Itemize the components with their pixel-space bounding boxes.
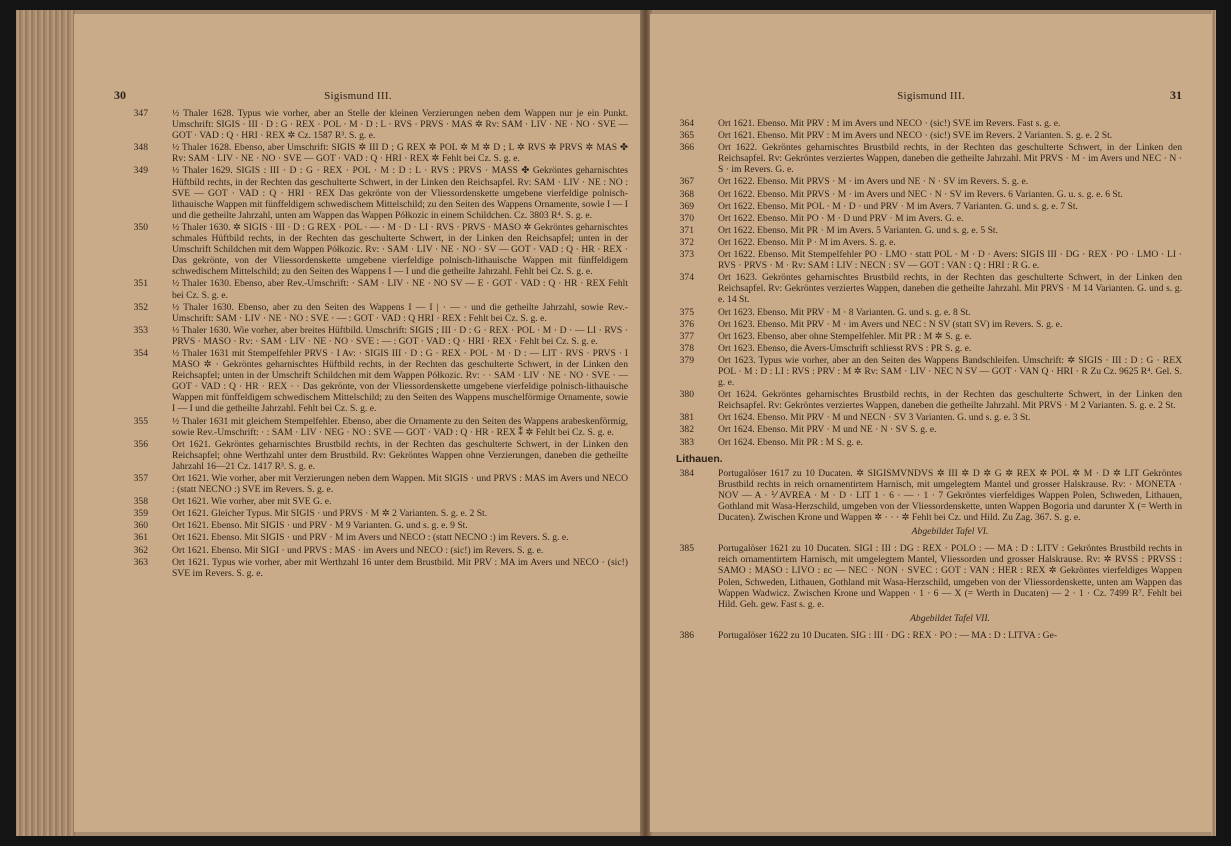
entry-number: 377 [679,330,694,342]
catalog-entry [674,343,1182,354]
catalog-entry [674,176,1182,187]
catalog-entry [128,439,628,472]
catalog-entry [674,355,1182,388]
entry-text: Portugalöser 1621 zu 10 Ducaten. SIGI : III : DG : REX · POLO : — MA : D : LITV : Gekröntes Brustbild rechts in reich ornamentirtem Harnisch, mit umgelegtem Mantel, Vliessorden und grosser Halskrause. Rv: ✲ RVSS : PRVSS : SAMO : MASO : LIVO : ᴇᴄ — NEC · NON · SVEC : GOT : VAN : HER : REX ✲ Gekröntes vierfeldiges Wappen Polen, Schweden, Lithauen, Gothland mit Wasa-Herzschild, umgeben von der Vliessordenskette, unten am Wappen das Wappen Wadwicz. Zwischen Krone und Wappen · 1 · 6 — X (= Werth in Ducaten) — 2 · 1 · Cz. 7499 R⁷. Fehlt bei Hild. Geh. gew. Fast s. g. e. [718,543,1182,610]
entry-number: 365 [679,130,694,142]
entry-number: 355 [133,415,148,427]
entry-text: Portugalöser 1622 zu 10 Ducaten. SIG : III · DG : REX · PO : — MA : D : LITVA : Ge- [718,629,1058,641]
right-page [650,14,1212,832]
illustration-note: Abgebildet Tafel VI. [911,526,989,538]
catalog-entry [674,468,1182,523]
entry-text: Ort 1623. Typus wie vorher, aber an den Seiten des Wappens Bandschleifen. Umschrift: ✲ SIGIS · III : D : G · REX POL · M : D : LI : RVS : PRV : M ✲ Rv: SAM · LIV · NEC N SV — GOT · VAN Q · HRI · R Zu Cz. 9625 R⁴. Gel. S. g. e. [718,354,1182,389]
entry-number: 373 [679,249,694,261]
entry-number: 348 [133,142,148,154]
entry-text: Ort 1621. Ebenso. Mit SIGIS · und PRV · M 9 Varianten. G. und s. g. e. 9 St. [172,520,468,532]
entry-number: 385 [679,543,694,555]
entry-number: 386 [679,629,694,641]
catalog-entry [674,118,1182,129]
entry-text: ½ Thaler 1628. Typus wie vorher, aber an Stelle der kleinen Verzierungen neben dem Wappen nur je ein Punkt. Umschrift: SIGIS · III · D : G · REX · POL · M · D : L · RVS · PRVS · MAS ✲ Rv: SAM · LIV · NE · NO · SVE — GOT · VAD : Q · HRI · REX ✲ Cz. 1587 R³. S. g. e. [172,108,628,142]
running-head-left: Sigismund III. [324,90,392,102]
entry-number: 356 [133,438,148,450]
catalog-entry [128,508,628,519]
catalog-entry [128,473,628,495]
entry-number: 361 [133,532,148,544]
entry-text: Ort 1623. Ebenso. Mit PRV · M · 8 Varianten. G. und s. g. e. 8 St. [718,306,971,318]
catalog-entry [128,348,628,415]
catalog-entry [674,307,1182,318]
catalog-entry [128,165,628,220]
entry-text: Ort 1621. Gekröntes geharnischtes Brustbild rechts, in der Rechten das geschulterte Schwert, in der Linken den Reichsapfel; ohne Werthzahl unter dem Brustbild. Rv: Gekröntes Wappen ohne Verzierungen, daneben die getheilte Jahrzahl 16—21 Cz. 1417 R³. S. g. e. [172,438,628,472]
catalog-entry [674,272,1182,305]
entry-text: Ort 1621. Wie vorher, aber mit Verzierungen neben dem Wappen. Mit SIGIS · und PRVS : MAS im Avers und NECO : (statt NECNO :) SVE im Revers. S. g. e. [172,473,628,496]
entry-text: ½ Thaler 1630. Wie vorher, aber breites Hüftbild. Umschrift: SIGIS ; III · D : G · REX · POL · M · D · — LI · RVS · PRVS · MASO · Rv: · SAM · LIV · NE · NO · SVE : — : GOT · VAD : Q · HRI · REX · Fehlt bei Cz. S. g. e. [172,324,628,347]
catalog-entry [128,496,628,507]
entry-text: ½ Thaler 1630. Ebenso, aber zu den Seiten des Wappens I — I | · — · und die getheilte Jahrzahl, sowie Rev.-Umschrift: SAM · LIV · NE · NO : SVE · — : GOT · VAD : Q HRI · REX : Fehlt bei Cz. S. g. e. [172,301,628,324]
entry-number: 371 [679,224,694,236]
entry-number: 369 [679,200,694,212]
entry-number: 376 [679,318,694,330]
entry-number: 358 [133,496,148,508]
entry-number: 350 [133,221,148,233]
catalog-entry [674,201,1182,212]
entry-text: Ort 1624. Ebenso. Mit PRV · M und NE · N · SV S. g. e. [718,424,937,436]
entry-number: 384 [679,467,694,479]
entry-number: 368 [679,188,694,200]
entry-text: Ort 1623. Gekröntes geharnischtes Brustbild rechts, in der Rechten das geschulterte Schwert, in der Linken den Reichsapfel. Rv: Gekröntes verziertes Wappen, daneben die getheilte Jahrzahl. Mit PRVS · M 14 Varianten. G. und s. g. e. 14 St. [718,272,1182,306]
catalog-entry [674,142,1182,175]
entry-text: Ort 1622. Ebenso. Mit P · M im Avers. S. g. e. [718,236,896,248]
entry-number: 349 [133,165,148,177]
catalog-entry [674,225,1182,236]
entry-text: ½ Thaler 1631 mit gleichem Stempelfehler. Ebenso, aber die Ornamente zu den Seiten des Wappens arabeskenförmig, sowie Rev.-Umschrift: · : SAM · LIV · NEG · NO : SVE — GOT · VAD : Q · HR · REX ⁑ ✲ Fehlt bei Cz. S. g. e. [172,415,628,438]
entry-text: Ort 1623. Ebenso. Mit PRV · M · im Avers und NEC : N SV (statt SV) im Revers. S. g. e. [718,318,1063,330]
catalog-entry [128,325,628,347]
entry-number: 363 [133,556,148,568]
entry-number: 372 [679,236,694,248]
catalog-entry [674,213,1182,224]
running-head-right: Sigismund III. [897,90,965,102]
catalog-entry [674,389,1182,411]
entry-number: 347 [133,108,148,119]
entry-number: 364 [679,118,694,129]
entry-text: Ort 1622. Gekröntes geharnischtes Brustbild rechts, in der Rechten das geschulterte Schwert, in der Linken den Reichsapfel. Rv: Gekröntes verziertes Wappen, daneben die getheilte Jahrzahl. Mit PRVS · M · im Avers und NEC · N · S · im Revers. G. e. [718,142,1182,176]
entry-number: 382 [679,424,694,436]
catalog-entry [674,331,1182,342]
entry-number: 360 [133,520,148,532]
catalog-entry [674,249,1182,271]
entry-text: Ort 1624. Ebenso. Mit PR : M S. g. e. [718,436,863,448]
entry-text: Ort 1623. Ebenso, aber ohne Stempelfehler. Mit PR : M ✲ S. g. e. [718,330,972,342]
left-column [128,108,628,580]
entry-number: 354 [133,347,148,359]
entry-text: Ort 1621. Ebenso. Mit PRV : M im Avers und NECO · (sic!) SVE im Revers. Fast s. g. e. [718,118,1061,129]
catalog-entry [128,557,628,579]
page-number-right: 31 [1170,88,1182,102]
catalog-entry [128,222,628,277]
entry-text: ½ Thaler 1630. Ebenso, aber Rev.-Umschrift: · SAM · LIV · NE · NO SV — E · GOT · VAD : Q · HR · REX Fehlt bei Cz. S. g. e. [172,278,628,301]
entry-number: 362 [133,544,148,556]
entry-number: 366 [679,142,694,154]
entry-number: 357 [133,473,148,484]
entry-text: ½ Thaler 1630. ✲ SIGIS · III · D : G REX · POL · — · M · D · LI · RVS · PRVS · MASO ✲ Gekröntes geharnischtes schmales Hüftbild rechts, in der Rechten das geschulterte Schwert, in der Linken den Reichsapfel; unten in der Umschrift Schildchen mit dem Wappen Półkozic. Rv: · SAM · LIV · NE · NO · SV — GOT · VAD : Q · HR · REX · Das gekrönte, von der Vliessordenskette umgebene vierfeldige polnisch-lithauische Wappen mit fünffeldigem schwedischem Mittelschild; zu den Seiten des Wappens I — I und die getheilte Jahrzahl. Fehlt bei Cz. S. g. e. [172,221,628,278]
entry-number: 351 [133,278,148,290]
entry-text: Ort 1622. Ebenso. Mit PRVS · M · im Avers und NEC · N · SV im Revers. 6 Varianten. G. u. s. g. e. 6 St. [718,188,1123,200]
catalog-entry [674,412,1182,423]
entry-number: 375 [679,306,694,318]
entry-number: 381 [679,412,694,424]
catalog-entry [674,630,1182,641]
entry-text: Ort 1624. Gekröntes geharnischtes Brustbild rechts, in der Rechten das geschulterte Schwert, in der Linken den Reichsapfel. Rv: Gekröntes verziertes Wappen, daneben die getheilte Jahrzahl. Mit PRVS · M 2 Varianten. S. g. e. 2 St. [718,389,1182,412]
entry-text: Ort 1624. Ebenso. Mit PRV · M und NECN · SV 3 Varianten. G. und s. g. e. 3 St. [718,412,1031,424]
entry-text: Ort 1621. Ebenso. Mit SIGIS · und PRV · M im Avers und NECO : (statt NECNO :) im Revers. S. g. e. [172,532,569,544]
catalog-entry [674,437,1182,448]
entry-text: ½ Thaler 1629. SIGIS : III · D : G · REX · POL · M : D : L · RVS : PRVS · MASS ✤ Gekröntes geharnischtes Hüftbild rechts, in der Rechten das geschulterte Schwert, in der Linken den Reichsapfel. Rv: SAM · LIV · NE : NO : SVE — GOT · VAD : Q · HRI · REX Das gekrönte von der Vliessordenskette umgebene vierfeldige polnisch-lithauische Wappen mit fünffeldigem schwedischem Mittelschild; zu den Seiten des Wappens Ornamente, sowie I — I und die getheilte Jahrzahl, unten am Wappen das Wappen Półkozic in einem Schildchen. Cz. 3803 R⁴. S. g. e. [172,165,628,221]
right-column [674,118,1182,642]
entry-text: Ort 1623. Ebenso, die Avers-Umschrift schliesst RVS : PR S. g. e. [718,342,972,354]
left-page [74,14,642,832]
catalog-entry [674,237,1182,248]
entry-text: Ort 1622. Ebenso. Mit PO · M · D und PRV · M im Avers. G. e. [718,212,964,224]
section-title: Lithauen. [676,452,723,465]
entry-number: 374 [679,272,694,284]
entry-text: Ort 1621. Ebenso. Mit SIGI · und PRVS : MAS · im Avers und NECO : (sic!) im Revers. S. g. e. [172,544,544,556]
catalog-entry [674,424,1182,435]
catalog-entry [128,108,628,141]
entry-text: Ort 1622. Ebenso. Mit PR · M im Avers. 5 Varianten. G. und s. g. e. 5 St. [718,224,998,236]
entry-number: 383 [679,436,694,448]
entry-number: 370 [679,212,694,224]
catalog-entry [128,278,628,300]
entry-number: 359 [133,508,148,520]
entry-text: Portugalöser 1617 zu 10 Ducaten. ✲ SIGISMVNDVS ✲ III ✲ D ✲ G ✲ REX ✲ POL ✲ M · D ✲ LIT Gekröntes Brustbild rechts in reich ornamentirtem Harnisch, mit umgelegtem Mantel und grosser Halskrause. Rv: · MONETA · NOV — A · ⅟ AVREA · M · D · LIT 1 · 6 · — · 1 · 7 Gekröntes vierfeldiges Wappen Polen, Schweden, Lithauen, Gothland mit Wasa-Herzschild, umgeben von der Vliessordenskette, unten Wappen Bogoria und darunter X (= Werth in Ducaten). Zwischen Krone und Wappen ✲ · · · ✲ Fehlt bei Cz. und Hild. Zu Zag. 367. S. g. e. [718,467,1182,524]
entry-text: Ort 1622. Ebenso. Mit Stempelfehler PO · LMO · statt POL · M · D · Avers: SIGIS III · DG · REX · PO · LMO · LI · RVS · PRVS · M · Rv: SAM ⁝ LIV : NECN : SV — GOT : VAN : Q : HRI : R G. e. [718,249,1182,272]
page-number-left: 30 [114,88,126,102]
entry-text: Ort 1621. Wie vorher, aber mit SVE G. e. [172,496,332,508]
catalog-entry [128,520,628,531]
entry-text: Ort 1622. Ebenso. Mit PRVS · M · im Avers und NE · N · SV im Revers. S. g. e. [718,176,1029,188]
entry-text: ½ Thaler 1631 mit Stempelfehler PRVS · I Av: · SIGIS III · D : G · REX · POL · M · D : — LIT · RVS · PRVS · I MASO ✲ · Gekröntes geharnischtes Hüftbild rechts, in der Rechten das geschulterte Schwert, in der Linken den Reichsapfel; unten in der Umschrift Schildchen mit dem Wappen Półkozic. Rv: · · SAM · LIV · NE · NO · SVE · — GOT · VAD : Q · HR · REX · · Das gekrönte, von der Vliessordenskette umgebene vierfeldige polnisch-lithauische Wappen mit fünffeldigem schwedischem Mittelschild; zu den Seiten des Wappens muschelförmige Ornamente, sowie I — I und die getheilte Jahrzahl. Fehlt bei Cz. S. g. e. [172,347,628,415]
entry-text: Ort 1621. Typus wie vorher, aber mit Werthzahl 16 unter dem Brustbild. Mit PRV : MA im Avers und NECO · (sic!) SVE im Revers. S. g. e. [172,556,628,579]
catalog-entry [674,130,1182,141]
entry-number: 353 [133,324,148,336]
left-page-edges [16,10,76,836]
entry-text: ½ Thaler 1628. Ebenso, aber Umschrift: SIGIS ✲ III D ; G REX ✲ POL ✲ M ✲ D ; L ✲ RVS ✲ PRVS ✲ MAS ✤ Rv: SAM · LIV · NE · NO · SVE — GOT · VAD : Q · HRI · REX ✲ Fehlt bei Cz. S. g. e. [172,142,628,165]
catalog-entry [128,142,628,164]
catalog-entry [128,416,628,438]
catalog-entry [674,319,1182,330]
entry-number: 352 [133,301,148,313]
catalog-entry [128,532,628,543]
entry-number: 367 [679,176,694,188]
entry-text: Ort 1621. Gleicher Typus. Mit SIGIS · und PRVS · M ✲ 2 Varianten. S. g. e. 2 St. [172,508,488,520]
entry-number: 380 [679,389,694,401]
entry-text: Ort 1621. Ebenso. Mit PRV : M im Avers und NECO · (sic!) SVE im Revers. 2 Varianten. S. g. e. 2 St. [718,130,1113,142]
catalog-entry [128,545,628,556]
entry-text: Ort 1622. Ebenso. Mit POL · M · D · und PRV · M im Avers. 7 Varianten. G. und s. g. e. 7 St. [718,200,1078,212]
illustration-note: Abgebildet Tafel VII. [910,612,990,624]
catalog-entry [674,543,1182,610]
catalog-entry [674,189,1182,200]
catalog-entry [128,302,628,324]
entry-number: 378 [679,342,694,354]
book-spread [16,10,1216,836]
entry-number: 379 [679,354,694,366]
